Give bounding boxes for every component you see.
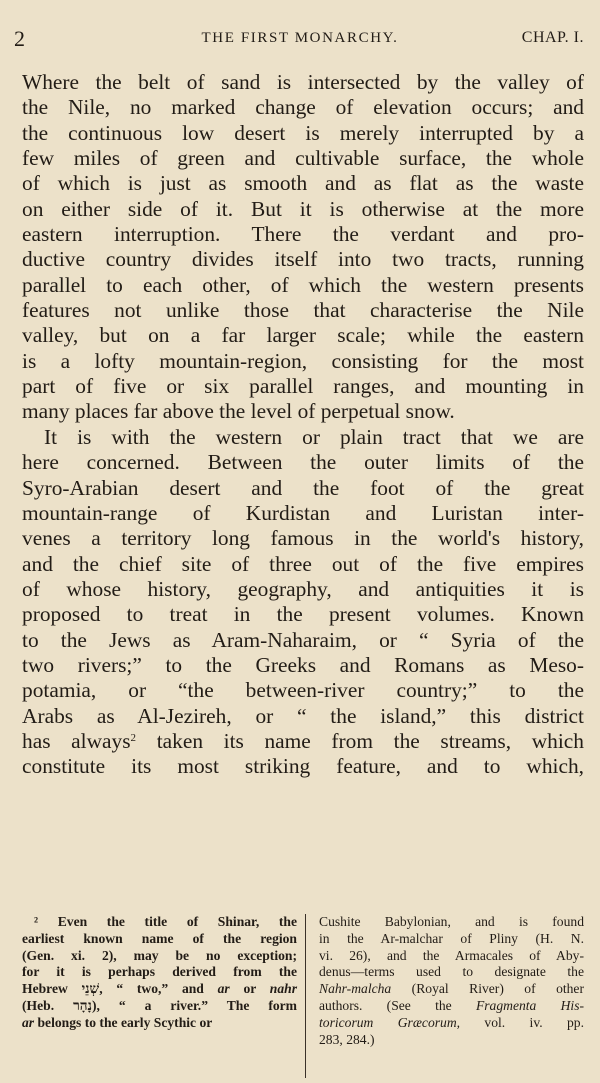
chapter-label: CHAP. I. <box>521 29 584 46</box>
page-number: 2 <box>14 26 25 51</box>
footnote-text: authors. (See the <box>319 997 476 1013</box>
footnote-italic: toricorum Græcorum, <box>319 1014 461 1030</box>
footnote-text: vol. iv. pp. <box>460 1014 584 1030</box>
footnote-text: or <box>229 981 270 997</box>
body-line <box>22 729 584 754</box>
body-line: the Nile, no marked change of elevation occurs; and <box>22 95 584 120</box>
footnote-line: Cushite Babylonian, and is found <box>319 914 584 929</box>
body-line: proposed to treat in the present volumes. Known <box>22 602 584 627</box>
footnote-line: in the Ar-malchar of Pliny (H. N. <box>319 930 584 946</box>
footnote-text: , “ two,” and <box>99 981 204 997</box>
hebrew-word: נָהָר <box>73 997 92 1014</box>
body-line: Arabs as Al-Jezireh, or “ the island,” this district <box>22 703 584 728</box>
body-line: of whose history, geography, and antiquities it is <box>22 576 584 601</box>
body-line: on either side of it. But it is otherwise at the more <box>22 196 584 221</box>
body-line: of which is just as smooth and as flat as the waste <box>22 171 584 196</box>
running-title: THE FIRST MONARCHY. <box>201 30 399 46</box>
body-line: to the Jews as Aram-Naharaim, or “ Syria of the <box>22 627 584 652</box>
body-line: the continuous low desert is merely interrupted by a <box>22 120 584 145</box>
body-line: Where the belt of sand is intersected by the valley of <box>22 70 584 94</box>
footnote-italic: Nahr-malcha <box>319 981 392 997</box>
body-line: Syro-Arabian desert and the foot of the great <box>22 475 584 500</box>
body-line-part: has always <box>22 728 131 753</box>
footnote-text: (Royal River) of other <box>391 981 584 997</box>
footnote-line: for it is perhaps derived from the <box>22 964 297 980</box>
body-line-part: taken its name from the streams, which <box>156 728 584 753</box>
body-line: two rivers;” to the Greeks and Romans as Meso- <box>22 652 584 677</box>
body-line: constitute its most striking feature, and to which, <box>22 754 584 779</box>
body-line: parallel to each other, of which the western presents <box>22 272 584 297</box>
footnote-line <box>319 981 584 998</box>
body-line: many places far above the level of perpetual snow. <box>22 399 455 424</box>
body-line: venes a territory long famous in the world's history, <box>22 526 584 551</box>
footnote-italic: ar <box>22 1014 35 1030</box>
footnote-line: (Gen. xi. 2), may be no exception; <box>22 947 297 963</box>
body-line: It is with the western or plain tract that we are <box>44 424 584 449</box>
body-line: and the chief site of three out of the five empires <box>22 551 584 576</box>
body-line: few miles of green and cultivable surface, the whole <box>22 146 584 171</box>
body-line: mountain-range of Kurdistan and Luristan inter- <box>22 500 584 525</box>
hebrew-word: שְׁנֵי <box>81 981 100 998</box>
footnote-line: 283, 284.) <box>319 1031 375 1047</box>
footnote-line <box>319 1015 584 1032</box>
footnote-column-right <box>319 914 584 1048</box>
body-line: valley, but on a far larger scale; while the eastern <box>22 323 584 348</box>
footnote-line <box>22 1015 297 1032</box>
footnote-line <box>22 998 297 1015</box>
footnote-text: (Heb. <box>22 997 55 1013</box>
footnote-line <box>22 981 297 998</box>
body-line: part of five or six parallel ranges, and mounting in <box>22 374 584 399</box>
footnotes <box>22 914 584 1064</box>
body-line: features not unlike those that characterise the Nile <box>22 298 584 323</box>
body-line: is a lofty mountain-region, consisting for the most <box>22 348 584 373</box>
footnote-line: vi. 26), and the Armacales of Aby- <box>319 947 584 963</box>
footnote-italic: Fragmenta His- <box>475 997 585 1013</box>
footnote-text: ), “ a river.” The form <box>91 997 297 1013</box>
body-line: eastern interruption. There the verdant and pro- <box>22 222 584 247</box>
footnote-italic: ar <box>217 981 230 997</box>
footnote-divider <box>305 914 306 1078</box>
body-line: potamia, or “the between-river country;” to the <box>22 678 584 703</box>
footnote-line: earliest known name of the region <box>22 930 297 946</box>
page-header <box>0 26 600 50</box>
footnote-line: denus—terms used to designate the <box>319 964 584 980</box>
body-text <box>22 70 584 780</box>
footnote-text: Hebrew <box>22 981 68 997</box>
body-line: here concerned. Between the outer limits of the <box>22 450 584 475</box>
footnote-italic: nahr <box>269 981 297 997</box>
footnote-line: ² Even the title of Shinar, the <box>34 914 297 929</box>
footnote-line <box>319 998 584 1015</box>
footnote-marker: 2 <box>130 731 137 744</box>
footnote-column-left <box>22 914 297 1032</box>
body-line: ductive country divides itself into two tracts, running <box>22 247 584 272</box>
footnote-text: belongs to the early Scythic or <box>34 1014 213 1030</box>
